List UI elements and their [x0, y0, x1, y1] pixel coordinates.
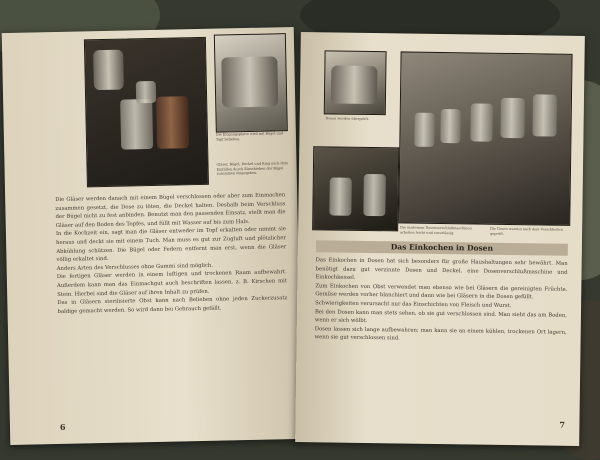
photo-can-sealer [398, 51, 572, 225]
photo-caption-bottom-right: Die Dosen werden nach dem Verschließen geprüft. [490, 226, 563, 236]
photo-hands-with-cans [312, 146, 399, 231]
paragraph: Schwierigkeiten verursacht nur das Einschichten von Fleisch und Wurst. [315, 300, 512, 309]
right-page [295, 32, 585, 446]
section-title: Das Einkochen in Dosen [316, 240, 568, 256]
photo-caption-bottom: Gläser, Bügel, Deckel und Ring nach dem Einfüllen durch Einschieben der Bügel zusammen eingegeben. [216, 161, 288, 176]
paragraph: Zum Einkochen von Obst verwendet man ebenso wie bei Gläsern die gereinigten Früchte. Gemüse werden vorher blanchiert und dann wie bei Gläsern in die Dosen gefüllt. [315, 283, 568, 301]
photo-jars-on-plate [84, 37, 209, 188]
can-shape [500, 98, 525, 138]
left-page [2, 27, 303, 445]
paragraph: Die fertigen Gläser werden in einem luftigen und trockenen Raum aufbewahrt. Außerdem kann man das Einmachgut auch beschriften lassen, z. B. Kirschen mit Stein. Hierbei sind die Gläser auf ihren Inhalt zu prüfen. [56, 269, 288, 298]
page-number: 6 [59, 421, 66, 432]
paragraph: Das in Gläsern sterilisierte Obst kann nach Belieben ohne jeden Zuckerzusatz baldige gemacht werden. So wird dann bei Gebrauch gefällt. [57, 295, 288, 315]
paragraph: Dosen lassen sich lange aufbewahren; man kann sie an einem kühlen, trockenen Ort lagern, wenn sie gut verschlossen sind. [314, 326, 567, 342]
photo-caption-top: Die Eingangsplatte wird mit Bügel und Topf belieben. [215, 131, 284, 142]
paragraph: Anders Arten des Verschlusses ohne Gummi sind möglich. [56, 262, 214, 272]
photo-pot-with-jars [214, 33, 288, 132]
can-shape [329, 177, 352, 215]
jar-shape [156, 96, 189, 149]
pot-shape [331, 65, 378, 104]
can-shape [440, 109, 460, 143]
left-page-text [55, 191, 287, 316]
paragraph: Bei den Dosen kann man stets sehen, ob sie gut verschlossen sind. Man sieht das am Boden, wenn er sich wölbt. [314, 308, 567, 325]
can-shape [414, 113, 434, 147]
can-shape [363, 174, 386, 216]
can-shape [532, 94, 557, 136]
right-page-text [315, 256, 568, 345]
pot-shape [221, 56, 278, 107]
photo-caption-top: Dosen werden überprüft. [325, 116, 370, 121]
jar-shape [120, 99, 153, 150]
page-number: 7 [559, 419, 566, 430]
pot-shape [93, 50, 124, 91]
paragraph: In die Kochzeit ein, sagt man die Gläser entweder im Topf erkalten oder nimmt sie heraus und deckt sie mit einem Tuch. Man muss es gut zur Zugluft und plötzlicher Abkühlung schützen. Die Bügel oder Federn entfernt man erst, wenn die Gläser völlig erkaltet sind. [55, 226, 287, 264]
can-shape [470, 103, 493, 141]
paragraph: Die Gläser werden danach mit einem Bügel verschlossen oder aber zum Einmachen zusammen gesetzt, die Dose zu löten, die Deckel halten. Deshalb beim Verschluss der Bügel nicht zu fest anbinden. Benutzt man den passenden Einsatz, stellt man die Gläser auf den Boden des Topfes, und füllt mit Wasser auf bis zum Hals. [55, 192, 286, 229]
paragraph: Das Einkochen in Dosen hat sich besonders für große Haushaltungen sehr bewährt. Man benötigt dazu gut verzinnte Dosen und Deckel, eine Dosenverschlußmaschine und Einkochkessel. [315, 257, 568, 282]
photo-caption-bottom-left: Die modernen Dosenverschlußmaschinen arbeiten leicht und zuverlässig. [400, 225, 472, 235]
jar-shape [136, 81, 156, 103]
photo-cans-in-pot [324, 50, 387, 115]
